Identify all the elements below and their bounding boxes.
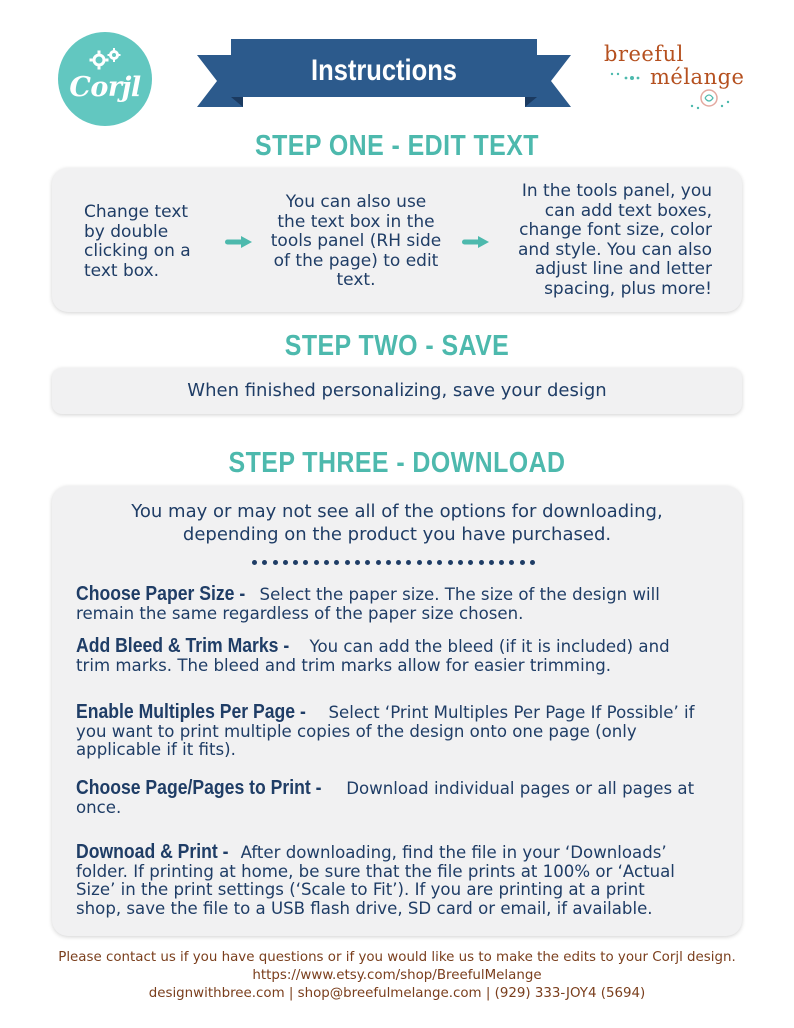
footer-etsy-link[interactable]: https://www.etsy.com/shop/BreefulMelange bbox=[252, 968, 542, 983]
option-bleed-trim bbox=[76, 637, 736, 675]
text-line: depending on the product you have purchased. bbox=[182, 524, 612, 545]
text-line: clicking on a bbox=[84, 241, 191, 261]
divider-dot bbox=[479, 560, 484, 565]
text-line bbox=[76, 779, 736, 799]
divider-dot bbox=[365, 560, 370, 565]
text-line: spacing, plus more! bbox=[544, 278, 712, 299]
arrow-right-icon bbox=[461, 235, 491, 249]
divider-dot bbox=[499, 560, 504, 565]
text-line bbox=[76, 585, 736, 605]
divider-dot bbox=[324, 560, 329, 565]
divider-dot bbox=[509, 560, 514, 565]
divider-dot bbox=[355, 560, 360, 565]
footer-contact-note: Please contact us if you have questions or if you would like us to make the edits to your Corjl design. bbox=[58, 950, 736, 965]
text-line bbox=[76, 703, 736, 723]
text-line: adjust line and letter bbox=[534, 259, 712, 279]
divider-dot bbox=[396, 560, 401, 565]
text-line: and style. You can also bbox=[517, 239, 712, 260]
option-label: Downoad & Print - bbox=[76, 841, 229, 863]
divider-dot bbox=[376, 560, 381, 565]
text-line: text. bbox=[336, 270, 376, 290]
divider-dot bbox=[283, 560, 288, 565]
text-line: by double bbox=[84, 221, 169, 242]
divider-dot bbox=[417, 560, 422, 565]
divider-dot bbox=[448, 560, 453, 565]
text-line: Change text bbox=[84, 202, 189, 222]
step-three-heading: STEP THREE - DOWNLOAD bbox=[228, 447, 566, 479]
step-two-text: When finished personalizing, save your design bbox=[187, 380, 607, 401]
step-one-col-3 bbox=[494, 182, 712, 299]
text-line: remain the same regardless of the paper size chosen. bbox=[76, 603, 524, 623]
brand-logo-word-1: breeful bbox=[604, 42, 684, 66]
text-line: text box. bbox=[84, 260, 160, 281]
text-line: change font size, color bbox=[519, 220, 712, 240]
divider-dot bbox=[530, 560, 535, 565]
text-line bbox=[76, 637, 736, 657]
gears-icon bbox=[88, 46, 124, 72]
option-paper-size bbox=[76, 585, 736, 623]
divider-dot bbox=[303, 560, 308, 565]
step-two-heading: STEP TWO - SAVE bbox=[284, 330, 510, 362]
text-line: Size’ in the print settings (‘Scale to Fit’). If you are printing at a print bbox=[76, 880, 645, 899]
option-pages-to-print bbox=[76, 779, 736, 817]
text-line: tools panel (RH side bbox=[270, 231, 442, 251]
option-label: Enable Multiples Per Page - bbox=[76, 701, 306, 723]
title-banner bbox=[195, 35, 573, 115]
divider-dot bbox=[437, 560, 442, 565]
text-line bbox=[76, 843, 736, 863]
divider-dot bbox=[427, 560, 432, 565]
text-line: shop, save the file to a USB flash drive, SD card or email, if available. bbox=[76, 898, 653, 918]
text-line: You may or may not see all of the options for downloading, bbox=[131, 501, 663, 522]
divider-dot bbox=[520, 560, 525, 565]
page-title: Instructions bbox=[311, 54, 457, 87]
divider-dot bbox=[458, 560, 463, 565]
divider-dot bbox=[386, 560, 391, 565]
step-one-col-2 bbox=[261, 193, 451, 291]
text-line: of the page) to edit bbox=[273, 250, 439, 271]
text-line: applicable if it fits). bbox=[76, 740, 236, 759]
step-three-intro bbox=[52, 500, 742, 546]
text-line: folder. If printing at home, be sure that the file prints at 100% or ‘Actual bbox=[76, 861, 675, 881]
text-line: you want to print multiple copies of the design onto one page (only bbox=[76, 721, 637, 741]
option-multiples bbox=[76, 703, 736, 760]
brand-logo-word-2: mélange bbox=[650, 65, 745, 89]
option-text: You can add the bleed (if it is included) and bbox=[304, 637, 670, 656]
option-download-print bbox=[76, 843, 736, 918]
breeful-melange-logo bbox=[598, 38, 745, 120]
text-line: the text box in the bbox=[277, 211, 435, 232]
footer-contact-details: designwithbree.com | shop@breefulmelange.com | (929) 333-JOY4 (5694) bbox=[148, 986, 646, 1001]
option-text: Select ‘Print Multiples Per Page If Possible’ if bbox=[323, 703, 695, 722]
option-text: Select the paper size. The size of the design will bbox=[254, 585, 660, 604]
corjl-logo bbox=[58, 32, 152, 126]
dotted-divider bbox=[252, 560, 542, 570]
option-label: Choose Page/Pages to Print - bbox=[76, 777, 322, 799]
option-text: After downloading, find the file in your ‘Downloads’ bbox=[235, 843, 667, 862]
arrow-right-icon bbox=[224, 235, 254, 249]
divider-dot bbox=[468, 560, 473, 565]
text-line: You can also use bbox=[285, 192, 427, 212]
corjl-logo-text: Corjl bbox=[69, 72, 141, 103]
option-label: Choose Paper Size - bbox=[76, 583, 246, 605]
option-label: Add Bleed & Trim Marks - bbox=[76, 635, 290, 657]
text-line: can add text boxes, bbox=[544, 200, 712, 221]
divider-dot bbox=[273, 560, 278, 565]
option-text: Download individual pages or all pages at bbox=[340, 779, 695, 798]
divider-dot bbox=[262, 560, 267, 565]
divider-dot bbox=[406, 560, 411, 565]
text-line: once. bbox=[76, 797, 122, 817]
divider-dot bbox=[345, 560, 350, 565]
divider-dot bbox=[314, 560, 319, 565]
divider-dot bbox=[489, 560, 494, 565]
step-one-heading: STEP ONE - EDIT TEXT bbox=[255, 130, 539, 162]
text-line: trim marks. The bleed and trim marks allow for easier trimming. bbox=[76, 655, 612, 675]
divider-dot bbox=[334, 560, 339, 565]
step-one-col-1 bbox=[84, 203, 224, 281]
text-line: In the tools panel, you bbox=[521, 181, 712, 201]
divider-dot bbox=[252, 560, 257, 565]
divider-dot bbox=[293, 560, 298, 565]
